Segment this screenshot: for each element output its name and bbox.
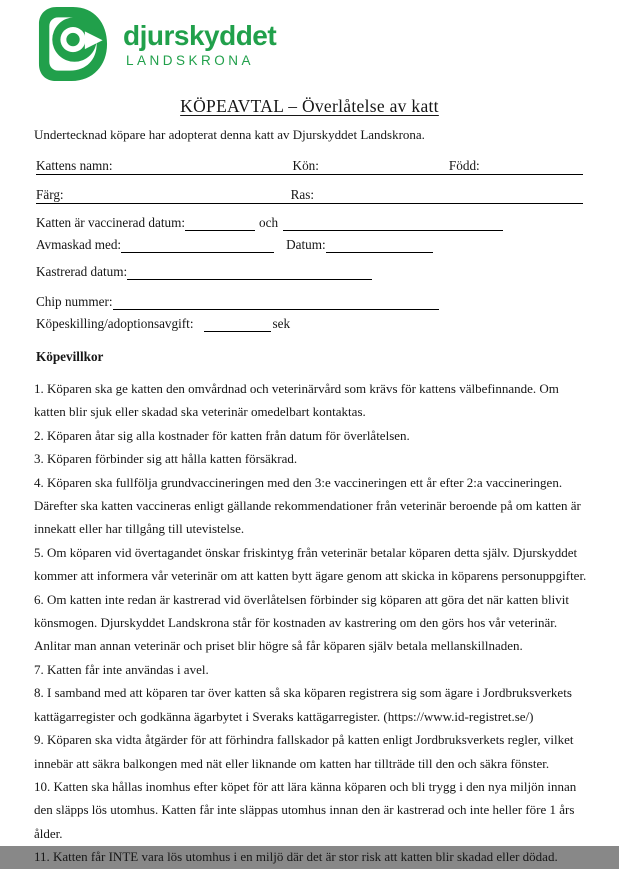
terms-list (34, 377, 587, 869)
form-rows (36, 157, 583, 332)
term-item: 6. Om katten inte redan är kastrerad vid överlåtelsen förbinder sig köparen att göra det när katten blivit könsmogen. Djurskyddet Landskrona står för kostnaden av kastrering om den görs hos vår veterinär. Anlitar man annan veterinär och priset blir högre så får köparen själv betala mellanskillnaden. (34, 591, 569, 654)
terms-heading: Köpevillkor (36, 349, 104, 364)
blank-fill-in-field[interactable] (113, 292, 439, 310)
field-label: Kastrerad datum: (36, 264, 128, 279)
term-item: 2. Köparen åtar sig alla kostnader för katten från datum för överlåtelsen. (34, 427, 410, 443)
field-label: Avmaskad med: (36, 237, 122, 252)
blank-fill-in-field[interactable] (185, 213, 255, 231)
field-label: Ras: (290, 187, 315, 202)
term-item: 4. Köparen ska fullfölja grundvaccineringen med den 3:e vaccineringen ett år efter 2:a vaccineringen. Därefter ska katten vaccineras enligt gällande rekommendationer från veterinär beroende på om katten är innekatt eller har tillgång till utevistelse. (34, 474, 581, 537)
intro-text: Undertecknad köpare har adopterat denna katt av Djurskyddet Landskrona. (34, 127, 425, 142)
blank-fill-in-field[interactable] (113, 157, 293, 175)
blank-fill-in-field[interactable] (480, 157, 583, 175)
field-label: Född: (448, 158, 480, 173)
brand-name: djurskyddet (123, 20, 277, 51)
form-row (36, 213, 583, 231)
brand-location: LANDSKRONA (126, 53, 255, 68)
term-item: 5. Om köparen vid övertagandet önskar friskintyg från veterinär betalar köparen detta själv. Djurskyddet kommer att informera vår veterinär om att katten bytt ägare genom att skicka in köparens personuppgifter. (34, 544, 587, 584)
field-label: Katten är vaccinerad datum: (36, 215, 186, 230)
blank-fill-in-field[interactable] (283, 213, 503, 231)
form-row (36, 235, 583, 253)
field-label: Chip nummer: (36, 294, 113, 309)
term-item: 10. Katten ska hållas inomhus efter köpet för att lära känna köparen och bli trygg i den nya miljön innan den släpps lös utomhus. Katten får inte släppas utomhus innan den är kastrerad och inte heller före 1 års ålder. (34, 778, 577, 841)
blank-fill-in-field[interactable] (127, 262, 372, 280)
field-label: och (259, 215, 279, 230)
field-label: Kattens namn: (36, 158, 113, 173)
field-label: Köpeskilling/adoptionsavgift: (36, 316, 194, 331)
field-gap (274, 236, 286, 253)
term-item: 3. Köparen förbinder sig att hålla katten försäkrad. (34, 451, 298, 467)
field-gap (194, 315, 204, 332)
term-item: 11. Katten får INTE vara lös utomhus i en miljö där det är stor risk att katten blir skadad eller dödad. (34, 849, 558, 865)
form-row (36, 292, 583, 310)
djurskyddet-bird-eye-icon (36, 5, 110, 83)
blank-fill-in-field[interactable] (319, 157, 449, 175)
form-row (36, 314, 583, 332)
page-title: KÖPEAVTAL – Överlåtelse av katt (180, 96, 439, 116)
field-label: Färg: (36, 187, 64, 202)
field-label: Kön: (292, 158, 319, 173)
form-row (36, 186, 583, 204)
form-row (36, 157, 583, 175)
form-row (36, 262, 583, 280)
blank-fill-in-field[interactable] (64, 186, 291, 204)
term-item: 9. Köparen ska vidta åtgärder för att förhindra fallskador på katten enligt Jordbruksverkets regler, vilket innebär att säkra balkongen med nät eller liknande om katten har tillträde till den och säkra fönster. (34, 732, 574, 771)
blank-fill-in-field[interactable] (121, 235, 274, 253)
field-label: Datum: (286, 237, 326, 252)
blank-fill-in-field[interactable] (314, 186, 583, 204)
blank-fill-in-field[interactable] (326, 235, 433, 253)
term-item: 8. I samband med att köparen tar över katten så ska köparen registrera sig som ägare i Jordbruksverkets kattägarregister och godkänna ägarbytet i Sveraks kattägarregister. (https://www.id-registret.se/) (34, 685, 572, 724)
field-label: sek (272, 316, 291, 331)
term-item: 1. Köparen ska ge katten den omvårdnad och veterinärvård som krävs för kattens välbefinnande. Om katten blir sjuk eller skadad ska veterinär omedelbart kontaktas. (34, 381, 559, 420)
blank-fill-in-field[interactable] (204, 314, 271, 332)
term-item: 7. Katten får inte användas i avel. (34, 661, 209, 677)
